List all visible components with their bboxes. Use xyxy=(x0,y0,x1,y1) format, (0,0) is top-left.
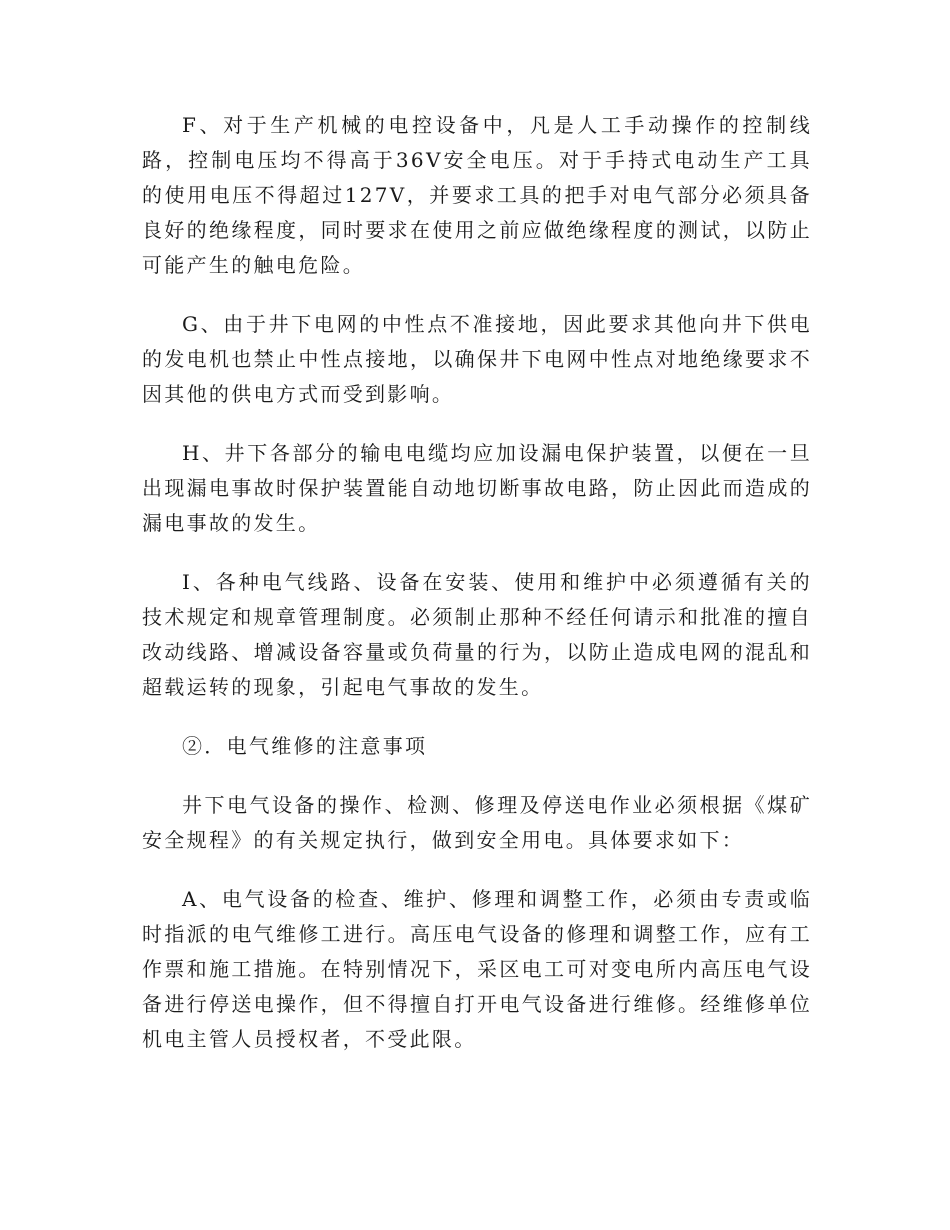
document-body xyxy=(142,108,812,1081)
paragraph-h: H、井下各部分的输电电缆均应加设漏电保护装置，以便在一旦出现漏电事故时保护装置能自动地切断事故电路，防止因此而造成的漏电事故的发生。 xyxy=(142,441,812,535)
paragraph-i: I、各种电气线路、设备在安装、使用和维护中必须遵循有关的技术规定和规章管理制度。必须制止那种不经任何请示和批准的擅自改动线路、增减设备容量或负荷量的行为，以防止造成电网的混乱和超载运转的现象，引起电气事故的发生。 xyxy=(142,570,812,699)
paragraph-a: A、电气设备的检查、维护、修理和调整工作，必须由专责或临时指派的电气维修工进行。高压电气设备的修理和调整工作，应有工作票和施工措施。在特别情况下，采区电工可对变电所内高压电气设备进行停送电操作，但不得擅自打开电气设备进行维修。经维修单位机电主管人员授权者，不受此限。 xyxy=(142,887,812,1051)
section-heading: ②．电气维修的注意事项 xyxy=(182,734,428,758)
paragraph-g: G、由于井下电网的中性点不准接地，因此要求其他向井下供电的发电机也禁止中性点接地，以确保井下电网中性点对地绝缘要求不因其他的供电方式而受到影响。 xyxy=(142,312,812,406)
paragraph-f: F、对于生产机械的电控设备中，凡是人工手动操作的控制线路，控制电压均不得高于36V安全电压。对于手持式电动生产工具的使用电压不得超过127V，并要求工具的把手对电气部分必须具备良好的绝缘程度，同时要求在使用之前应做绝缘程度的测试，以防止可能产生的触电危险。 xyxy=(142,113,812,277)
section-intro-paragraph: 井下电气设备的操作、检测、修理及停送电作业必须根据《煤矿安全规程》的有关规定执行，做到安全用电。具体要求如下： xyxy=(142,793,812,852)
